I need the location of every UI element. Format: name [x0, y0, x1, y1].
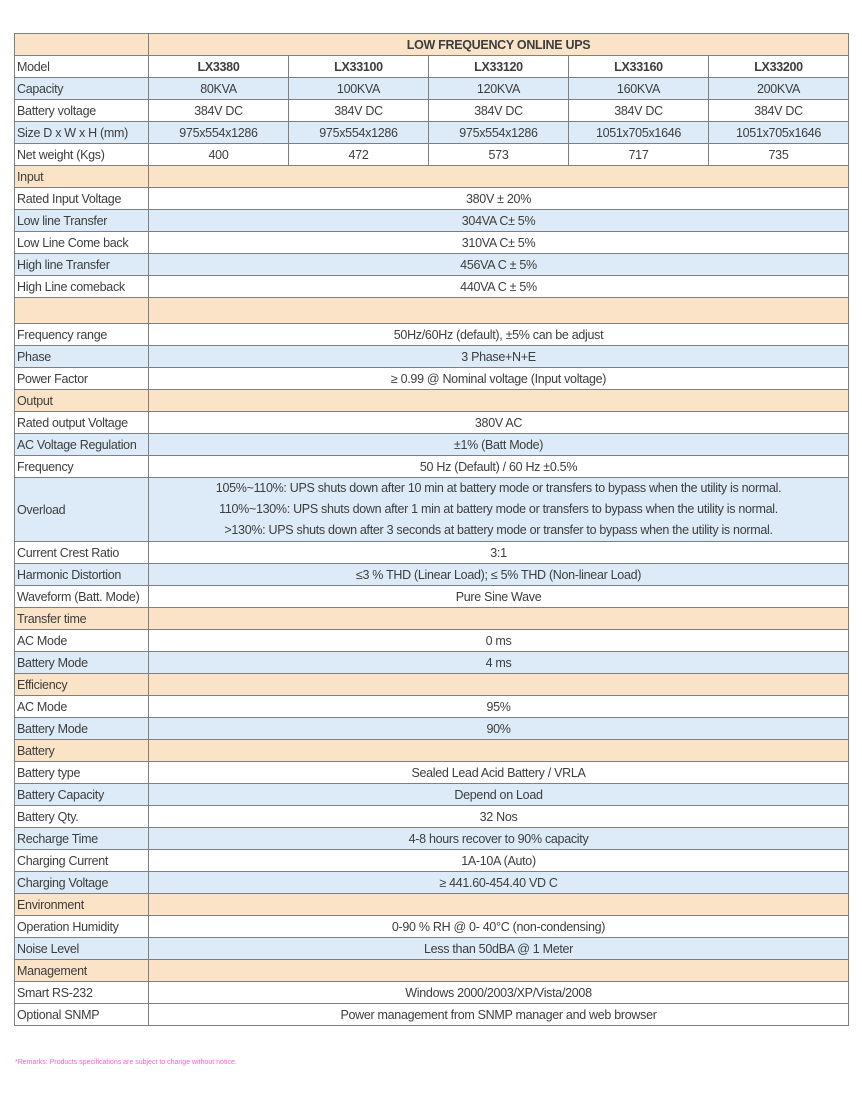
row-label: Net weight (Kgs) [15, 144, 149, 166]
spec-value: 0 ms [149, 630, 849, 652]
spec-value: ±1% (Batt Mode) [149, 434, 849, 456]
spec-value: 975x554x1286 [289, 122, 429, 144]
spec-value: 456VA C ± 5% [149, 254, 849, 276]
table-row [15, 324, 849, 346]
row-label: Battery Mode [15, 718, 149, 740]
spec-value: 95% [149, 696, 849, 718]
spec-value: 32 Nos [149, 806, 849, 828]
section-row-input [15, 166, 849, 188]
section-row-efficiency [15, 674, 849, 696]
overload-line: 105%~110%: UPS shuts down after 10 min at battery mode or transfers to bypass when the utility is normal. [215, 481, 782, 495]
row-label: Low Line Come back [15, 232, 149, 254]
table-row [15, 434, 849, 456]
row-label: Low line Transfer [15, 210, 149, 232]
spec-value: 1051x705x1646 [709, 122, 849, 144]
table-row [15, 696, 849, 718]
section-label: Input [15, 166, 149, 188]
section-filler [149, 608, 849, 630]
spec-value: 975x554x1286 [149, 122, 289, 144]
spec-value: 0-90 % RH @ 0- 40°C (non-condensing) [149, 916, 849, 938]
spec-value: 160KVA [569, 78, 709, 100]
row-label: Operation Humidity [15, 916, 149, 938]
table-row [15, 762, 849, 784]
spec-value: Power management from SNMP manager and web browser [149, 1004, 849, 1026]
spec-value: 975x554x1286 [429, 122, 569, 144]
row-label: Rated Input Voltage [15, 188, 149, 210]
spec-value: 310VA C± 5% [149, 232, 849, 254]
table-row [15, 938, 849, 960]
table-row [15, 276, 849, 298]
table-row [15, 254, 849, 276]
row-label: High Line comeback [15, 276, 149, 298]
table-row [15, 232, 849, 254]
row-label: Overload [15, 478, 149, 542]
table-title-row [15, 34, 849, 56]
spec-value: 384V DC [429, 100, 569, 122]
spec-value: 3:1 [149, 542, 849, 564]
row-label: Model [15, 56, 149, 78]
table-row [15, 78, 849, 100]
spec-value-multiline [149, 478, 849, 542]
spec-value: ≥ 0.99 @ Nominal voltage (Input voltage) [149, 368, 849, 390]
table-row [15, 630, 849, 652]
section-filler [149, 298, 849, 324]
row-label: Power Factor [15, 368, 149, 390]
row-label: Charging Current [15, 850, 149, 872]
spec-value: 4-8 hours recover to 90% capacity [149, 828, 849, 850]
table-row [15, 188, 849, 210]
spec-value: 735 [709, 144, 849, 166]
table-row [15, 806, 849, 828]
spec-value: 384V DC [709, 100, 849, 122]
section-label: Transfer time [15, 608, 149, 630]
spec-value: Less than 50dBA @ 1 Meter [149, 938, 849, 960]
row-label: Harmonic Distortion [15, 564, 149, 586]
model-name: LX33120 [429, 56, 569, 78]
section-label: Output [15, 390, 149, 412]
spec-value: 573 [429, 144, 569, 166]
spec-value: 472 [289, 144, 429, 166]
row-label: Waveform (Batt. Mode) [15, 586, 149, 608]
spec-value: 1A-10A (Auto) [149, 850, 849, 872]
section-row-empty [15, 298, 849, 324]
table-row [15, 828, 849, 850]
row-label: AC Mode [15, 630, 149, 652]
spec-value: 380V AC [149, 412, 849, 434]
section-filler [149, 740, 849, 762]
section-row-output [15, 390, 849, 412]
model-name: LX33160 [569, 56, 709, 78]
row-label: High line Transfer [15, 254, 149, 276]
spec-value: Sealed Lead Acid Battery / VRLA [149, 762, 849, 784]
table-row [15, 210, 849, 232]
spec-value: 440VA C ± 5% [149, 276, 849, 298]
section-label: Management [15, 960, 149, 982]
table-row [15, 100, 849, 122]
spec-value: Depend on Load [149, 784, 849, 806]
spec-value: ≤3 % THD (Linear Load); ≤ 5% THD (Non-linear Load) [149, 564, 849, 586]
table-row [15, 872, 849, 894]
title-spacer-cell [15, 34, 149, 56]
row-label: Battery Mode [15, 652, 149, 674]
table-row [15, 542, 849, 564]
row-label: Recharge Time [15, 828, 149, 850]
table-row [15, 982, 849, 1004]
section-label: Efficiency [15, 674, 149, 696]
spec-value: 4 ms [149, 652, 849, 674]
overload-line: 110%~130%: UPS shuts down after 1 min at battery mode or transfers to bypass when the utility is normal. [219, 502, 778, 516]
table-row [15, 850, 849, 872]
row-label: Battery type [15, 762, 149, 784]
row-label: Current Crest Ratio [15, 542, 149, 564]
spec-value: 50 Hz (Default) / 60 Hz ±0.5% [149, 456, 849, 478]
row-label: Frequency [15, 456, 149, 478]
spec-value: 100KVA [289, 78, 429, 100]
ups-spec-table [14, 33, 849, 1026]
section-label: Environment [15, 894, 149, 916]
table-row [15, 412, 849, 434]
model-name: LX3380 [149, 56, 289, 78]
spec-value: 400 [149, 144, 289, 166]
table-row [15, 1004, 849, 1026]
spec-value: 200KVA [709, 78, 849, 100]
spec-value: 304VA C± 5% [149, 210, 849, 232]
row-label: Battery Capacity [15, 784, 149, 806]
spec-table-body [15, 34, 849, 1026]
table-row [15, 564, 849, 586]
section-filler [149, 390, 849, 412]
row-label: Smart RS-232 [15, 982, 149, 1004]
row-label: Phase [15, 346, 149, 368]
table-row [15, 652, 849, 674]
section-row-management [15, 960, 849, 982]
spec-value: 384V DC [149, 100, 289, 122]
section-filler [149, 166, 849, 188]
row-label: Frequency range [15, 324, 149, 346]
spec-value: 90% [149, 718, 849, 740]
remarks-note: *Remarks: Products specifications are subject to change without notice. [15, 1059, 237, 1066]
row-label: Capacity [15, 78, 149, 100]
spec-value: 1051x705x1646 [569, 122, 709, 144]
row-label: AC Mode [15, 696, 149, 718]
section-filler [149, 960, 849, 982]
spec-value: 120KVA [429, 78, 569, 100]
section-row-environment [15, 894, 849, 916]
table-row [15, 56, 849, 78]
spec-value: 384V DC [289, 100, 429, 122]
row-label: Battery Qty. [15, 806, 149, 828]
spec-value: Pure Sine Wave [149, 586, 849, 608]
spec-value: 380V ± 20% [149, 188, 849, 210]
section-row-transfer-time [15, 608, 849, 630]
table-row-overload [15, 478, 849, 542]
table-row [15, 718, 849, 740]
row-label: Charging Voltage [15, 872, 149, 894]
table-row [15, 346, 849, 368]
model-name: LX33200 [709, 56, 849, 78]
table-row [15, 456, 849, 478]
spec-value: ≥ 441.60-454.40 VD C [149, 872, 849, 894]
table-row [15, 916, 849, 938]
row-label: Battery voltage [15, 100, 149, 122]
table-row [15, 586, 849, 608]
table-title: LOW FREQUENCY ONLINE UPS [149, 34, 849, 56]
spec-value: 50Hz/60Hz (default), ±5% can be adjust [149, 324, 849, 346]
table-row [15, 784, 849, 806]
spec-value: 80KVA [149, 78, 289, 100]
row-label: Noise Level [15, 938, 149, 960]
row-label: Rated output Voltage [15, 412, 149, 434]
spec-value: 384V DC [569, 100, 709, 122]
section-label: Battery [15, 740, 149, 762]
table-row [15, 122, 849, 144]
section-row-battery [15, 740, 849, 762]
spec-value: 717 [569, 144, 709, 166]
overload-line: >130%: UPS shuts down after 3 seconds at battery mode or transfer to bypass when the utility is normal. [224, 523, 773, 537]
row-label: Size D x W x H (mm) [15, 122, 149, 144]
section-filler [149, 674, 849, 696]
section-label [15, 298, 149, 324]
row-label: AC Voltage Regulation [15, 434, 149, 456]
model-name: LX33100 [289, 56, 429, 78]
spec-value: Windows 2000/2003/XP/Vista/2008 [149, 982, 849, 1004]
spec-value: 3 Phase+N+E [149, 346, 849, 368]
section-filler [149, 894, 849, 916]
table-row [15, 144, 849, 166]
table-row [15, 368, 849, 390]
row-label: Optional SNMP [15, 1004, 149, 1026]
